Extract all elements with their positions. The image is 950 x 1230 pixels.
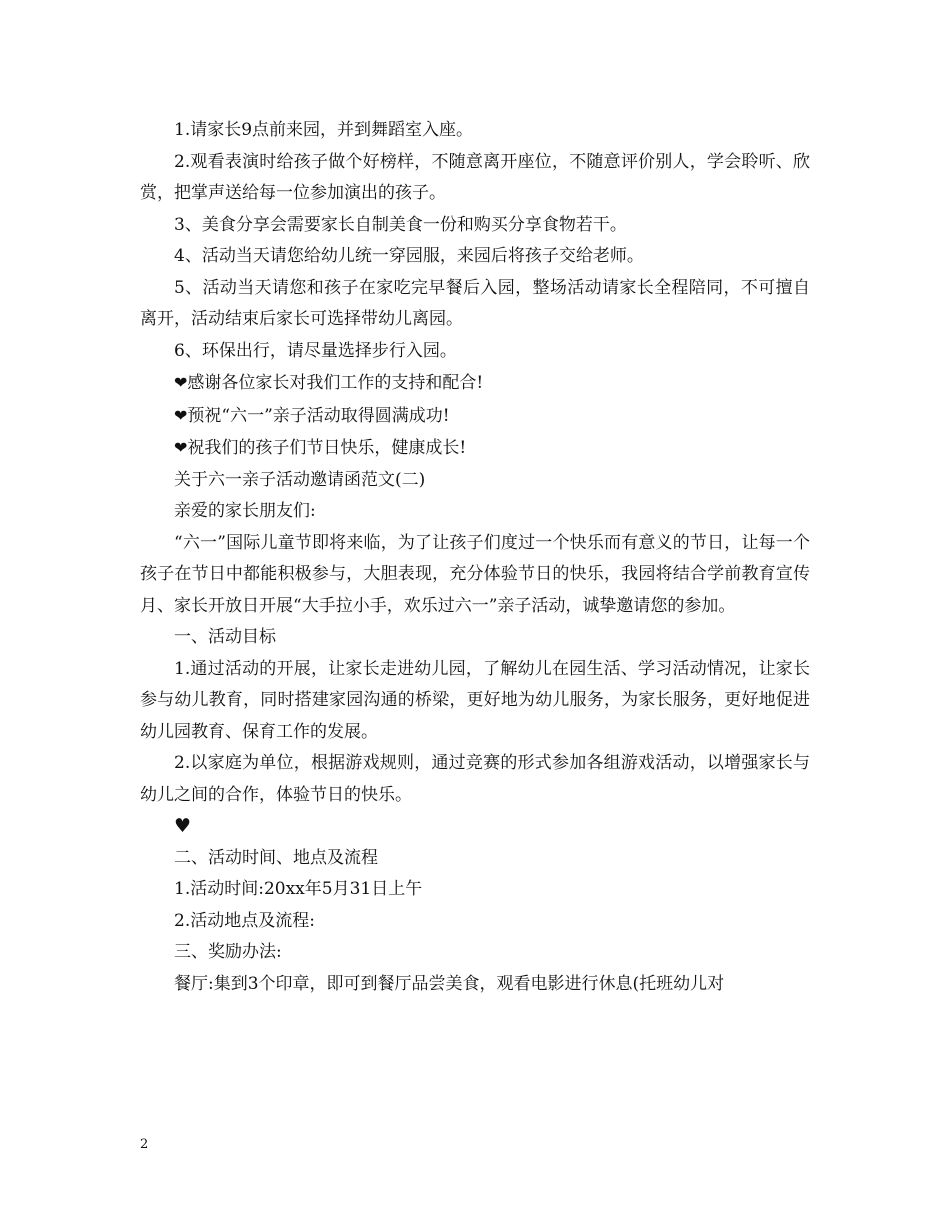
heart-icon: ❤ [174, 405, 188, 425]
document-body [140, 115, 810, 1000]
time-item-1: 1.活动时间:20xx年5月31日上午 [174, 879, 423, 899]
reward-item-1: 餐厅:集到3个印章，即可到餐厅品尝美食，观看电影进行休息(托班幼儿对 [174, 973, 725, 994]
page-number: 2 [140, 1137, 149, 1152]
time-item-2: 2.活动地点及流程: [174, 910, 315, 931]
blessing-text: 祝我们的孩子们节日快乐，健康成长! [187, 438, 467, 458]
greeting: 亲爱的家长朋友们: [174, 501, 316, 521]
blessing-line [140, 432, 810, 465]
notice-item-2: 2.观看表演时给孩子做个好榜样，不随意离开座位，不随意评价别人，学会聆听、欣赏，把掌声送给每一位参加演出的孩子。 [140, 151, 810, 203]
time-heading: 二、活动时间、地点及流程 [174, 847, 378, 868]
heart-divider-icon: ♥ [174, 815, 192, 837]
notice-item-5: 5、活动当天请您和孩子在家吃完早餐后入园，整场活动请家长全程陪同，不可擅自离开，活动结束后家长可选择带幼儿离园。 [140, 277, 810, 329]
wish-text: 预祝“六一”亲子活动取得圆满成功! [187, 405, 450, 426]
notice-item-1: 1.请家长9点前来园，并到舞蹈室入座。 [174, 120, 474, 140]
reward-heading: 三、奖励办法: [174, 942, 282, 962]
section-title: 关于六一亲子活动邀请函范文(二) [174, 469, 426, 490]
thanks-line [140, 367, 810, 400]
intro-paragraph: “六一”国际儿童节即将来临，为了让孩子们度过一个快乐而有意义的节日，让每一个孩子在节日中都能积极参与，大胆表现，充分体验节日的快乐，我园将结合学前教育宣传月、家长开放日开展“大手拉小手，欢乐过六一”亲子活动，诚挚邀请您的参加。 [140, 532, 810, 616]
heart-icon: ❤ [174, 373, 188, 392]
thanks-text: 感谢各位家长对我们工作的支持和配合! [187, 373, 484, 393]
notice-item-4: 4、活动当天请您给幼儿统一穿园服，来园后将孩子交给老师。 [174, 246, 644, 266]
wish-line [140, 400, 810, 433]
goal-item-1: 1.通过活动的开展，让家长走进幼儿园，了解幼儿在园生活、学习活动情况，让家长参与幼儿教育，同时搭建家园沟通的桥梁，更好地为幼儿服务，为家长服务，更好地促进幼儿园教育、保育工作的发展。 [140, 658, 810, 742]
goal-heading: 一、活动目标 [174, 627, 276, 647]
goal-item-2: 2.以家庭为单位，根据游戏规则，通过竞赛的形式参加各组游戏活动，以增强家长与幼儿之间的合作，体验节日的快乐。 [140, 753, 810, 805]
notice-item-3: 3、美食分享会需要家长自制美食一份和购买分享食物若干。 [174, 214, 627, 235]
notice-item-6: 6、环保出行，请尽量选择步行入园。 [174, 340, 457, 361]
heart-icon: ❤ [174, 438, 188, 457]
